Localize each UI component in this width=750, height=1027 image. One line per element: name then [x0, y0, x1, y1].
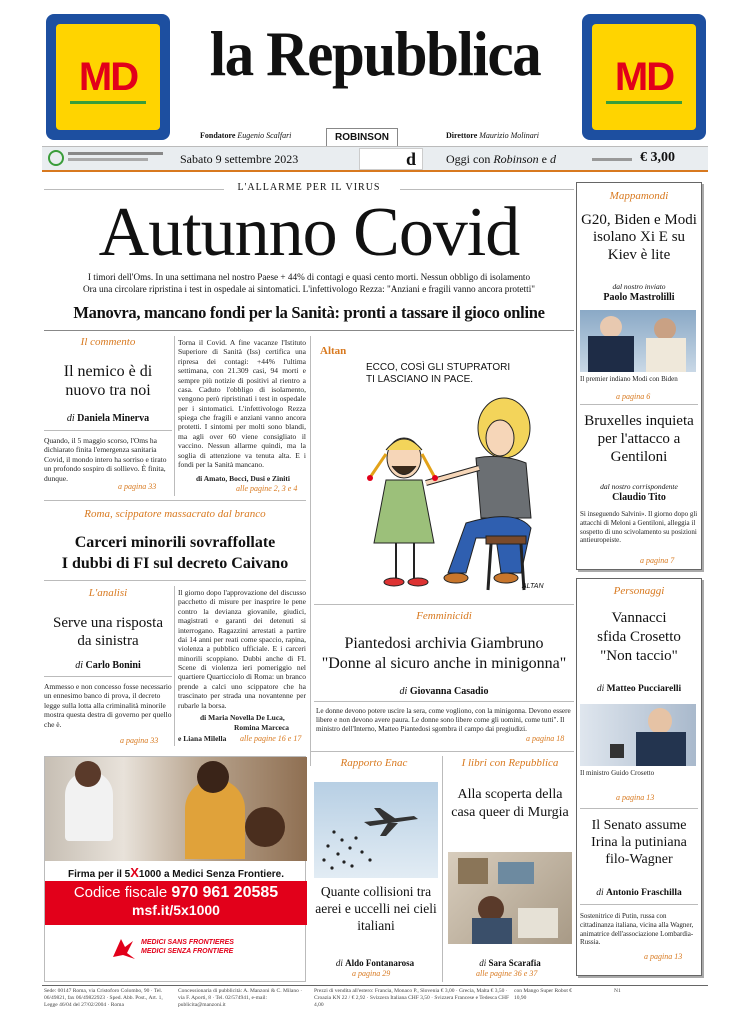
mappamondi-author: Paolo Mastrolilli: [603, 292, 675, 303]
lead-deck-2: Ora una circolare ripristina i test in ospedale ai sintomatici. L'infettivologo Rezza: "Anziani e fragili vanno ancora protetti": [82, 284, 536, 294]
personaggi-photo: [580, 704, 696, 766]
bruxelles-author: Claudio Tito: [612, 492, 666, 503]
libri-headline[interactable]: Alla scoperta della casa queer di Murgia: [451, 787, 569, 820]
commento-ref[interactable]: a pagina 33: [118, 482, 157, 491]
bruxelles-headline[interactable]: Bruxelles inquieta per l'attacco a Gentiloni: [584, 413, 694, 465]
bruxelles-from: dal nostro corrispondente: [600, 482, 678, 491]
senato-body: Sostenitrice di Putin, russa con cittadinanza italiana, vicina alla Wagner, animatrice dell'associazione Lombardia-Russia.: [580, 912, 694, 947]
altan-label: Altan: [320, 345, 347, 357]
d-logo: d: [359, 148, 423, 170]
senato-headline[interactable]: Il Senato assume Irina la putiniana filo-Wagner: [591, 818, 687, 867]
analisi-ref[interactable]: a pagina 33: [120, 736, 159, 745]
bruxelles-ref[interactable]: a pagina 7: [640, 556, 675, 565]
personaggi-author: di Matteo Pucciarelli: [596, 684, 682, 694]
footer-col4: con Mango Super Robot € 10,90: [514, 988, 573, 1001]
analisi-kicker: L'analisi: [88, 587, 128, 599]
lead-deck-1: I timori dell'Oms. In una settimana nel nostro Paese + 44% di contagi e quasi cento morti. Nessun obbligo di isolamento: [87, 272, 531, 282]
covid-ref[interactable]: alle pagine 2, 3 e 4: [236, 484, 298, 493]
price-note: [592, 158, 632, 161]
senato-ref[interactable]: a pagina 13: [644, 952, 683, 961]
femminicidi-author: di Giovanna Casadio: [399, 686, 489, 697]
caivano-ref[interactable]: alle pagine 16 e 17: [240, 734, 302, 743]
msf-photo: [45, 757, 307, 861]
libri-ref[interactable]: alle pagine 36 e 37: [476, 969, 538, 978]
director-line: Direttore Maurizio Molinari: [446, 131, 540, 140]
enac-ref[interactable]: a pagina 29: [352, 969, 391, 978]
libri-kicker: I libri con Repubblica: [461, 757, 559, 769]
caivano-authors-1: di Maria Novella De Luca,: [200, 713, 285, 722]
pefc-icon: [48, 150, 64, 166]
altan-speech-1: ECCO, COSÌ GLI STUPRATORI: [366, 362, 511, 373]
analisi-author: di Carlo Bonini: [75, 660, 141, 671]
mappamondi-kicker: Mappamondi: [609, 190, 669, 202]
footer-col5: N1: [614, 988, 621, 994]
altan-signature: ALTAN: [522, 583, 544, 590]
footer-col1: Sede: 00147 Roma, via Cristoforo Colombo, 90 · Tel. 06/49821, fax 06/49822923 · Sped. Abb. Post., Art. 1, Legge 46/04 del 27/02/2004 · Roma: [44, 988, 163, 1008]
issue-date: Sabato 9 settembre 2023: [180, 152, 299, 166]
md-ad-right[interactable]: [582, 14, 706, 140]
caivano-authors-3: e Liana Milella: [178, 734, 227, 743]
footer-col2: Concessionaria di pubblicità: A. Manzoni & C. Milano · via F. Aporti, 8 · Tel. 02/574941, e-mail: publicita@manzoni.it: [178, 988, 303, 1008]
caivano-body: Il giorno dopo l'approvazione del discusso pacchetto di misure per inasprire le pene contro la devianza giovanile, giudici, magistrati e garanti dei detenuti si interrogano. Ragazzini arrestati a partire dai 14 anni per reati come spaccio, rapina, violenza a pubblico ufficiale. E i carceri minorili scoppiano. Dubbi anche di FI. Scene di violenza ieri pomeriggio nel quartiere Quarticciolo di Roma: un branco prende a calci uno scippatore che ha trascinato per strada una novantenne per rubarle la borsa.: [178, 588, 306, 710]
femminicidi-headline-2[interactable]: "Donne al sicuro anche in minigonna": [321, 655, 567, 672]
commento-title[interactable]: Il nemico è di nuovo tra noi: [63, 363, 153, 400]
commento-author: di Daniela Minerva: [66, 413, 150, 424]
mappamondi-headline[interactable]: G20, Biden e Modi isolano Xi E su Kiev è lite: [581, 212, 697, 263]
femminicidi-ref[interactable]: a pagina 18: [526, 734, 565, 743]
femminicidi-headline-1[interactable]: Piantedosi archivia Giambruno: [344, 635, 544, 652]
enac-photo: [314, 782, 438, 878]
enac-headline[interactable]: Quante collisioni tra aerei e uccelli nei cieli italiani: [315, 884, 437, 933]
msf-logo-icon: [109, 935, 137, 963]
caivano-authors-2: Romina Marceca: [234, 723, 290, 732]
enac-kicker: Rapporto Enac: [340, 757, 408, 769]
mappamondi-caption: Il premier indiano Modi con Biden: [580, 375, 678, 383]
commento-body: Quando, il 5 maggio scorso, l'Oms ha dichiarato finita l'emergenza sanitaria Covid, il mondo intero ha sorriso e tirato un profondo sospiro di sollievo. È finita, dunque.: [44, 436, 167, 483]
msf-codice-band: Codice fiscale 970 961 20585 msf.it/5x1000: [45, 881, 307, 925]
bruxelles-body: Si inseguendo Salvini». Il giorno dopo gli attacchi di Meloni a Gentiloni, alleggia il sospetto di uno scivolamento su posizioni antieuropeiste.: [580, 510, 698, 545]
price: € 3,00: [640, 150, 675, 165]
msf-ad[interactable]: [44, 756, 306, 982]
mappamondi-from: dal nostro inviato: [612, 282, 666, 291]
commento-kicker: Il commento: [80, 336, 136, 348]
msf-logo-2: MEDICI SENZA FRONTIERE: [141, 948, 234, 955]
analisi-body: Ammesso e non concesso fosse necessario un ennesimo banco di prova, il decreto legge sulla lotta alla criminalità minorile mostra questa destra di governo per quello che è.: [44, 682, 172, 729]
robinson-logo: ROBINSON: [326, 128, 398, 148]
personaggi-headline-2[interactable]: sfida Crosetto: [597, 629, 681, 645]
femminicidi-kicker: Femminicidi: [416, 610, 472, 622]
personaggi-headline-1[interactable]: Vannacci: [611, 610, 667, 626]
enac-author: di Aldo Fontanarosa: [335, 958, 415, 968]
lead-second-headline[interactable]: Manovra, mancano fondi per la Sanità: pronti a tassare il gioco online: [73, 303, 545, 322]
altan-cartoon[interactable]: [316, 358, 574, 598]
founder-line: Fondatore Eugenio Scalfari: [200, 131, 292, 140]
senato-author: di Antonio Fraschilla: [596, 888, 682, 898]
mappamondi-ref[interactable]: a pagina 6: [616, 392, 651, 401]
personaggi-caption: Il ministro Guido Crosetto: [580, 769, 655, 777]
msf-logo-1: MEDICI SANS FRONTIERES: [141, 939, 234, 946]
personaggi-kicker: Personaggi: [613, 585, 665, 597]
analisi-title[interactable]: Serve una risposta da sinistra: [53, 615, 163, 649]
md-ad-left[interactable]: [46, 14, 170, 140]
caivano-headline-1[interactable]: Carceri minorili sovraffollate: [74, 534, 276, 551]
pefc-note: [68, 152, 163, 155]
covid-authors: di Amato, Bocci, Dusi e Ziniti: [196, 474, 290, 483]
caivano-kicker: Roma, scippatore massacrato dal branco: [84, 508, 266, 520]
personaggi-headline-3[interactable]: "Non taccio": [600, 648, 678, 664]
lead-headline[interactable]: Autunno Covid: [98, 194, 520, 271]
msf-line1: Firma per il 5X1000 a Medici Senza Frontiere.: [68, 865, 284, 880]
footer-col3: Prezzi di vendita all'estero: Francia, Monaco P., Slovenia € 3,00 · Grecia, Malta € 3,50 · Croazia KN 22 / € 2,92 · Svizzera Italiana CHF 3,50 · Svizzera Francese e Tedesca CHF 4,00: [314, 988, 510, 1008]
libri-author: di Sara Scarafia: [479, 958, 541, 968]
today-with: Oggi con Robinson e d: [446, 152, 556, 166]
mappamondi-photo: [580, 310, 696, 372]
caivano-headline-2[interactable]: I dubbi di FI sul decreto Caivano: [61, 555, 289, 572]
libri-photo: [448, 852, 572, 944]
altan-speech-2: TI LASCIANO IN PACE.: [366, 374, 474, 385]
msf-url[interactable]: msf.it/5x1000: [132, 902, 220, 918]
personaggi-ref[interactable]: a pagina 13: [616, 793, 655, 802]
md-logo-text: MD: [78, 54, 138, 99]
covid-body: Torna il Covid. A fine vacanze l'Istituto Superiore di Sanità (Iss) certifica una ripresa dei contagi: +44% l'ultima settimana, con 21.309 casi, 94 morti e sempre più notizie di positivi al rientro a casa. Caduto l'obbligo di isolamento, vengono però ripristinati i test in ospedale per i sintomatici. L'infettivologo Rezza spiega che fragili e anziani vanno ancora protetti. I sintomi per molti sono blandi, ma agli over 60 viene consigliato il vaccino. Nessun allarme quindi, ma la soglia di attenzione va tenuta alta. E i fondi per la Sanità mancano.: [178, 338, 306, 469]
md-logo-text: MD: [614, 54, 674, 99]
lead-kicker: L'ALLARME PER IL VIRUS: [237, 182, 381, 193]
newspaper-title: la Repubblica: [209, 18, 541, 89]
femminicidi-body: Le donne devono potere uscire la sera, come vogliono, con la minigonna. Devono essere libere e non devono avere paura. Le donne sono libere come gli uomini, come tutti". Il ministro dell'Interno, Matteo Piantedosi sgombra il campo dai pregiudizi.: [316, 707, 571, 733]
